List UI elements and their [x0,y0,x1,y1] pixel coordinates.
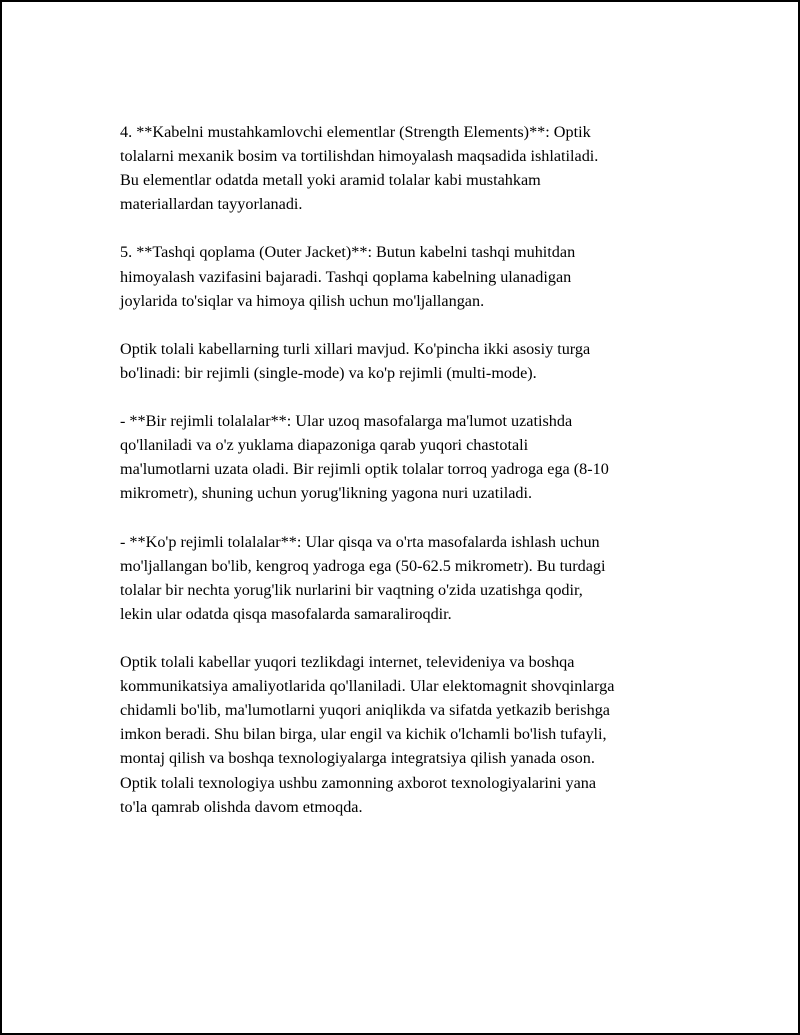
text-line: - **Bir rejimli tolalalar**: Ular uzoq masofalarga ma'lumot uzatishda [120,412,573,431]
paragraph-applications [120,650,690,819]
text-line: materiallardan tayyorlanadi. [120,195,303,214]
paragraph-cable-types [120,337,690,385]
text-line: Optik tolali kabellar yuqori tezlikdagi internet, televideniya va boshqa [120,653,575,672]
paragraph-single-mode [120,409,690,505]
document-body [120,120,690,843]
text-line: Bu elementlar odatda metall yoki aramid tolalar kabi mustahkam [120,171,541,190]
paragraph-outer-jacket [120,240,690,312]
text-line: mikrometr), shuning uchun yorug'likning yagona nuri uzatiladi. [120,484,533,503]
text-line: bo'linadi: bir rejimli (single-mode) va ko'p rejimli (multi-mode). [120,363,537,382]
text-line: tolalar bir nechta yorug'lik nurlarini bir vaqtning o'zida uzatishga qodir, [120,580,583,599]
text-line: qo'llaniladi va o'z yuklama diapazoniga qarab yuqori chastotali [120,436,529,455]
text-line: Optik tolali kabellarning turli xillari mavjud. Ko'pincha ikki asosiy turga [120,339,591,358]
text-line: himoyalash vazifasini bajaradi. Tashqi qoplama kabelning ulanadigan [120,267,572,286]
text-line: imkon beradi. Shu bilan birga, ular engil va kichik o'lchamli bo'lish tufayli, [120,725,607,744]
text-line: 4. **Kabelni mustahkamlovchi elementlar (Strength Elements)**: Optik [120,123,591,141]
text-line: ma'lumotlarni uzata oladi. Bir rejimli optik tolalar torroq yadroga ega (8-10 [120,460,609,479]
text-line: - **Ko'p rejimli tolalalar**: Ular qisqa va o'rta masofalarda ishlash uchun [120,532,600,551]
text-line: lekin ular odatda qisqa masofalarda samaraliroqdir. [120,604,452,623]
text-line: tolalarni mexanik bosim va tortilishdan himoyalash maqsadida ishlatiladi. [120,147,599,166]
text-line: joylarida to'siqlar va himoya qilish uchun mo'ljallangan. [120,291,485,310]
text-line: mo'ljallangan bo'lib, kengroq yadroga ega (50-62.5 mikrometr). Bu turdagi [120,556,606,575]
text-line: 5. **Tashqi qoplama (Outer Jacket)**: Butun kabelni tashqi muhitdan [120,243,576,262]
paragraph-multi-mode [120,530,690,626]
text-line: to'la qamrab olishda davom etmoqda. [120,797,363,816]
text-line: kommunikatsiya amaliyotlarida qo'llaniladi. Ular elektomagnit shovqinlarga [120,677,615,696]
text-line: chidamli bo'lib, ma'lumotlarni yuqori aniqlikda va sifatda yetkazib berishga [120,701,610,720]
paragraph-strength-elements [120,120,690,216]
text-line: Optik tolali texnologiya ushbu zamonning axborot texnologiyalarini yana [120,773,597,792]
text-line: montaj qilish va boshqa texnologiyalarga integratsiya qilish yanada oson. [120,749,595,768]
